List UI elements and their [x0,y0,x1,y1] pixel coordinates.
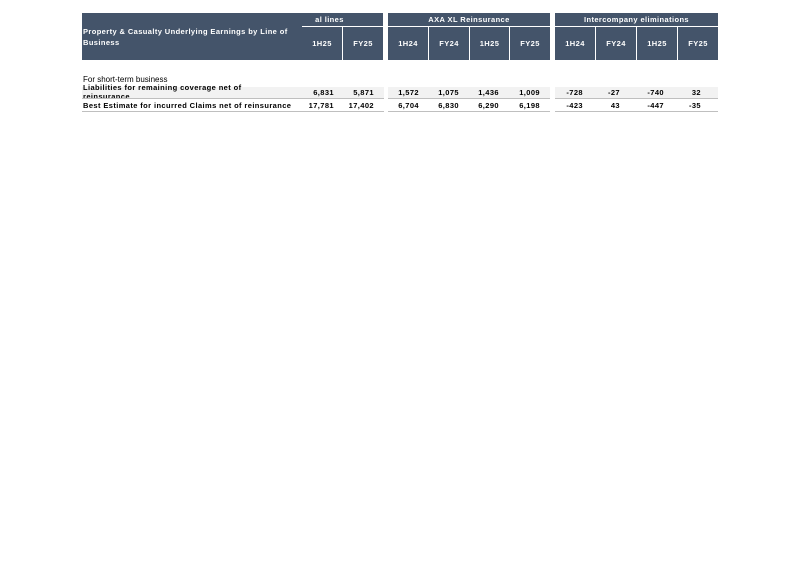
cell-value: 1,572 [398,88,419,97]
cell-value: -27 [607,88,620,97]
col-label: FY24 [439,39,459,48]
table-row [82,83,722,98]
col-header [678,27,718,60]
col-header [470,27,509,60]
row-divider [82,111,384,112]
cell-value: 5,871 [353,88,374,97]
cell-value: 17,402 [348,101,374,110]
col-label: 1H24 [565,39,585,48]
col-header [637,27,677,60]
col-label: 1H25 [647,39,667,48]
row-label-line: reinsurance [83,92,130,98]
cell-value: 1,075 [438,88,459,97]
col-label: FY25 [688,39,708,48]
col-label: 1H24 [398,39,418,48]
row-divider [388,111,550,112]
col-label: 1H25 [312,39,332,48]
group-label: al lines [315,15,344,24]
cell-value: 1,436 [478,88,499,97]
cell-value: -447 [647,101,664,110]
col-label: FY25 [353,39,373,48]
cell-value: 6,830 [438,101,459,110]
section-note: For short-term business [83,75,168,84]
col-header [596,27,636,60]
cell-value: -740 [647,88,664,97]
table-row [82,99,722,111]
cell-value: 6,198 [519,101,540,110]
cell-value: 32 [691,88,701,97]
group-header-intercompany-eliminations [555,13,718,26]
cell-value: 1,009 [519,88,540,97]
cell-value: 17,781 [308,101,334,110]
group-label: AXA XL Reinsurance [428,15,510,24]
col-label: FY24 [606,39,626,48]
cell-value: -728 [566,88,583,97]
cell-value: 43 [610,101,620,110]
col-label: 1H25 [479,39,500,48]
cell-value: 6,831 [313,88,334,97]
group-header-axa-xl-reinsurance [388,13,550,26]
cell-value: -423 [566,101,583,110]
col-label: FY25 [520,39,540,48]
row-divider [555,111,718,112]
col-header [429,27,469,60]
row-label [83,83,301,98]
col-header [302,27,342,60]
row-header-label: Property & Casualty Underlying Earnings by Line of Business [83,26,288,47]
cell-value: -35 [688,101,701,110]
cell-value: 6,290 [478,101,499,110]
cell-value: 6,704 [398,101,419,110]
row-label-line: Liabilities for remaining coverage net of [83,83,242,92]
group-label: Intercompany eliminations [583,15,690,24]
col-header [555,27,595,60]
table-row-header [82,13,302,60]
group-header-all-lines [302,13,383,26]
col-header [510,27,550,60]
col-header [343,27,383,60]
col-header [388,27,428,60]
row-label: Best Estimate for incurred Claims net of reinsurance [83,101,292,110]
